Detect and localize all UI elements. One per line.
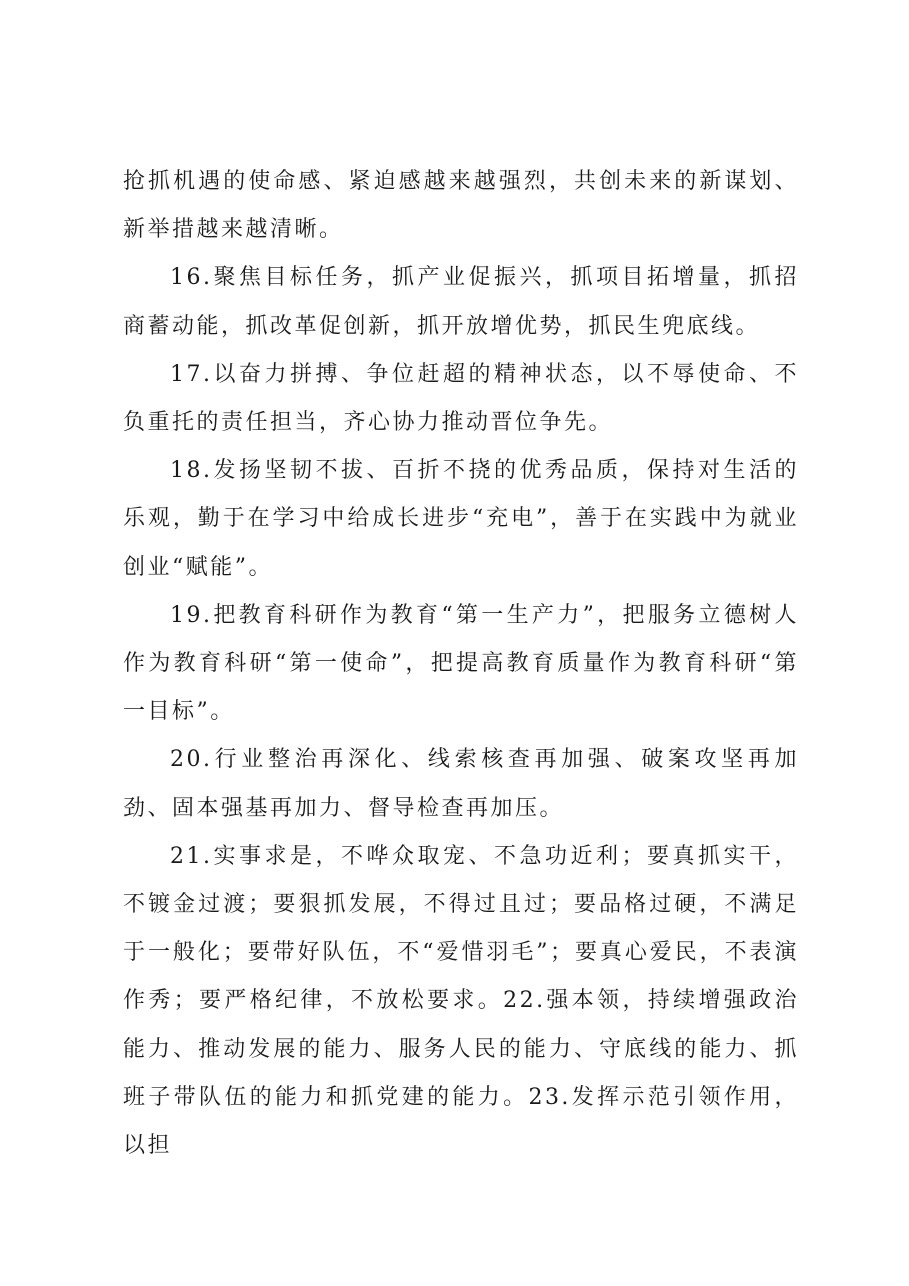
- document-body: [123, 158, 799, 1170]
- paragraph-item-16: 16.聚焦目标任务，抓产业促振兴，抓项目拓增量，抓招商蓄动能，抓改革促创新，抓开放增优势，抓民生兜底线。: [123, 265, 799, 339]
- paragraph-item-19: 19.把教育科研作为教育“第一生产力”，把服务立德树人作为教育科研“第一使命”，把提高教育质量作为教育科研“第一目标”。: [123, 602, 799, 725]
- paragraph-item-21-23: 21.实事求是，不哗众取宠、不急功近利；要真抓实干，不镀金过渡；要狠抓发展，不得过且过；要品格过硬，不满足于一般化；要带好队伍，不“爱惜羽毛”；要真心爱民，不表演作秀；要严格纪律，不放松要求。22.强本领，持续增强政治能力、推动发展的能力、服务人民的能力、守底线的能力、抓班子带队伍的能力和抓党建的能力。23.发挥示范引领作用，以担: [123, 843, 799, 1159]
- paragraph-item-17: 17.以奋力拼搏、争位赶超的精神状态，以不辱使命、不负重托的责任担当，齐心协力推动晋位争先。: [123, 361, 799, 436]
- paragraph-item-18: 18.发扬坚韧不拔、百折不挠的优秀品质，保持对生活的乐观，勤于在学习中给成长进步“充电”，善于在实践中为就业创业“赋能”。: [123, 458, 799, 580]
- paragraph-item-20: 20.行业整治再深化、线索核查再加强、破案攻坚再加劲、固本强基再加力、督导检查再加压。: [123, 747, 799, 821]
- paragraph-continuation: 抢抓机遇的使命感、紧迫感越来越强烈，共创未来的新谋划、新举措越来越清晰。: [123, 169, 799, 243]
